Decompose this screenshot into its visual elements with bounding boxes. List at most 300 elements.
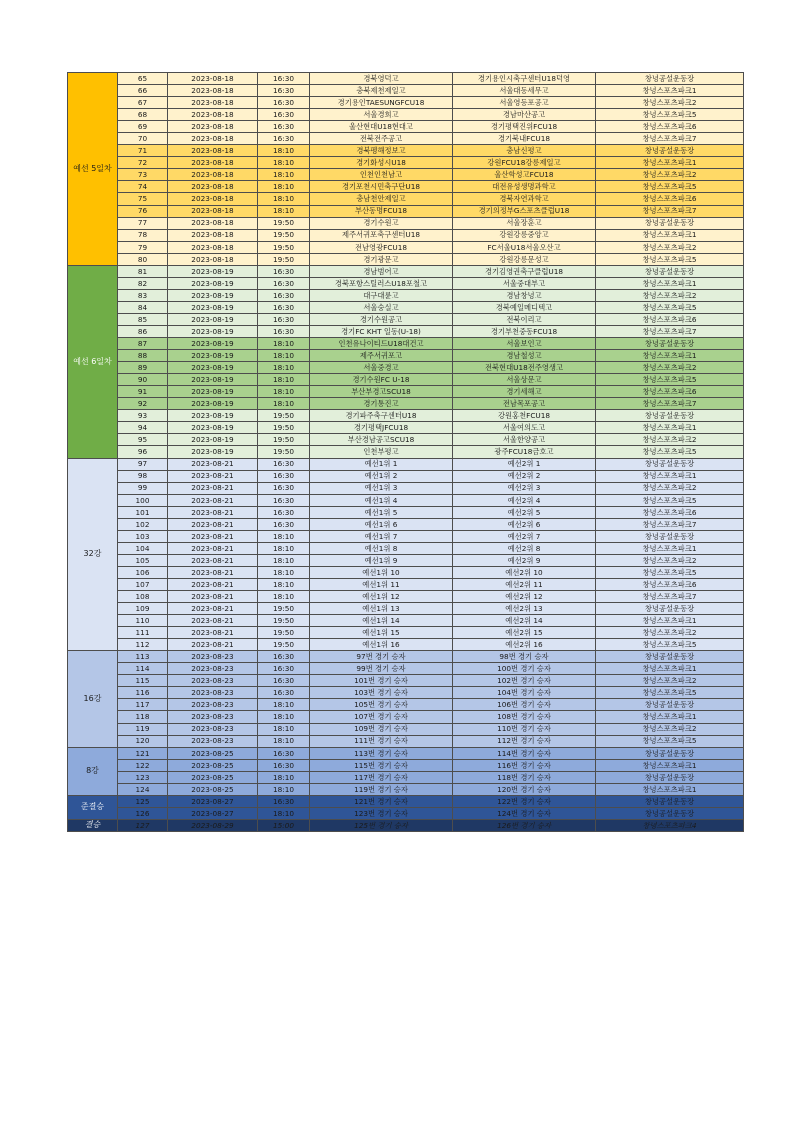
match-date: 2023-08-21 [168,566,258,578]
match-date: 2023-08-21 [168,554,258,566]
match-number: 119 [118,723,168,735]
match-date: 2023-08-21 [168,627,258,639]
away-team: 서울한양공고 [453,434,596,446]
match-number: 84 [118,301,168,313]
match-number: 103 [118,530,168,542]
match-number: 108 [118,591,168,603]
venue: 창녕스포츠파크7 [596,398,744,410]
match-date: 2023-08-19 [168,301,258,313]
home-team: 경북펭해정보고 [310,145,453,157]
home-team: 예선1위 11 [310,578,453,590]
venue: 창녕스포츠파크2 [596,362,744,374]
away-team: 대전유성생명과학고 [453,181,596,193]
match-date: 2023-08-18 [168,241,258,253]
away-team: 서울영등포공고 [453,97,596,109]
table-row [68,289,744,301]
table-row [68,687,744,699]
table-row [68,663,744,675]
venue: 창녕공설운동장 [596,458,744,470]
away-team: 경기부천중동FCU18 [453,325,596,337]
table-row [68,145,744,157]
away-team: 118번 경기 승자 [453,771,596,783]
home-team: 서울경희고 [310,109,453,121]
home-team: 예선1위 15 [310,627,453,639]
away-team: 예선2위 10 [453,566,596,578]
venue: 창녕스포츠파크5 [596,253,744,265]
venue: 창녕스포츠파크2 [596,627,744,639]
venue: 창녕공설운동장 [596,410,744,422]
match-time: 19:50 [258,639,310,651]
match-time: 16:30 [258,277,310,289]
match-date: 2023-08-19 [168,350,258,362]
match-date: 2023-08-23 [168,711,258,723]
venue: 창녕스포츠파크2 [596,723,744,735]
venue: 창녕공설운동장 [596,217,744,229]
venue: 창녕스포츠파크1 [596,277,744,289]
match-date: 2023-08-23 [168,675,258,687]
home-team: 예선1위 16 [310,639,453,651]
home-team: 경기수원고 [310,217,453,229]
away-team: 예선2위 14 [453,615,596,627]
match-date: 2023-08-18 [168,181,258,193]
venue: 창녕공설운동장 [596,73,744,85]
match-time: 19:50 [258,603,310,615]
table-row [68,819,744,831]
match-date: 2023-08-18 [168,97,258,109]
match-time: 16:30 [258,289,310,301]
away-team: 예선2위 9 [453,554,596,566]
away-team: 경남철성고 [453,350,596,362]
schedule-body [68,73,744,832]
match-time: 18:10 [258,807,310,819]
venue: 창녕스포츠파크6 [596,313,744,325]
match-number: 88 [118,350,168,362]
table-row [68,338,744,350]
home-team: 예선1위 5 [310,506,453,518]
match-date: 2023-08-19 [168,265,258,277]
match-time: 18:10 [258,566,310,578]
home-team: 105번 경기 승자 [310,699,453,711]
match-date: 2023-08-18 [168,85,258,97]
table-row [68,771,744,783]
match-date: 2023-08-18 [168,73,258,85]
match-date: 2023-08-19 [168,338,258,350]
venue: 창녕공설운동장 [596,530,744,542]
away-team: 예선2위 6 [453,518,596,530]
home-team: 예선1위 2 [310,470,453,482]
away-team: 116번 경기 승자 [453,759,596,771]
venue: 창녕스포츠파크1 [596,470,744,482]
table-row [68,325,744,337]
away-team: 경기평택진위FCU18 [453,121,596,133]
home-team: 예선1위 3 [310,482,453,494]
match-time: 16:30 [258,265,310,277]
match-time: 18:10 [258,350,310,362]
match-time: 16:30 [258,651,310,663]
home-team: 103번 경기 승자 [310,687,453,699]
table-row [68,735,744,747]
match-time: 18:10 [258,771,310,783]
away-team: 100번 경기 승자 [453,663,596,675]
match-time: 16:30 [258,313,310,325]
away-team: 예선2위 7 [453,530,596,542]
venue: 창녕스포츠파크7 [596,133,744,145]
away-team: 서울대동세무고 [453,85,596,97]
match-date: 2023-08-21 [168,542,258,554]
venue: 창녕스포츠파크7 [596,518,744,530]
table-row [68,566,744,578]
match-number: 111 [118,627,168,639]
match-time: 16:30 [258,301,310,313]
away-team: 울산학성고FCU18 [453,169,596,181]
home-team: 부산동명FCU18 [310,205,453,217]
away-team: 예선2위 11 [453,578,596,590]
away-team: 예선2위 4 [453,494,596,506]
table-row [68,458,744,470]
match-number: 93 [118,410,168,422]
table-row [68,494,744,506]
match-date: 2023-08-19 [168,313,258,325]
match-number: 83 [118,289,168,301]
match-time: 19:50 [258,627,310,639]
venue: 창녕스포츠파크6 [596,386,744,398]
match-number: 104 [118,542,168,554]
venue: 창녕스포츠파크6 [596,121,744,133]
table-row [68,217,744,229]
table-row [68,205,744,217]
home-team: 125번 경기 승자 [310,819,453,831]
home-team: 충북제천제일고 [310,85,453,97]
match-time: 16:30 [258,133,310,145]
match-time: 16:30 [258,795,310,807]
venue: 창녕스포츠파크1 [596,85,744,97]
match-date: 2023-08-23 [168,687,258,699]
match-number: 82 [118,277,168,289]
match-time: 16:30 [258,85,310,97]
stage-label: 16강 [68,651,118,747]
match-number: 75 [118,193,168,205]
venue: 창녕스포츠파크5 [596,446,744,458]
away-team: 102번 경기 승자 [453,675,596,687]
match-number: 74 [118,181,168,193]
away-team: 충남신평고 [453,145,596,157]
home-team: 경기포천시민축구단U18 [310,181,453,193]
match-number: 124 [118,783,168,795]
match-date: 2023-08-21 [168,639,258,651]
venue: 창녕스포츠파크2 [596,289,744,301]
table-row [68,253,744,265]
match-number: 89 [118,362,168,374]
home-team: 경기FC KHT 일동(U-18) [310,325,453,337]
match-date: 2023-08-18 [168,121,258,133]
match-time: 18:10 [258,169,310,181]
match-number: 106 [118,566,168,578]
match-number: 66 [118,85,168,97]
match-number: 73 [118,169,168,181]
away-team: 예선2위 3 [453,482,596,494]
table-row [68,807,744,819]
match-number: 94 [118,422,168,434]
home-team: 예선1위 6 [310,518,453,530]
match-date: 2023-08-19 [168,374,258,386]
match-date: 2023-08-21 [168,603,258,615]
away-team: 서울장훈고 [453,217,596,229]
match-number: 116 [118,687,168,699]
home-team: 경기평택JFCU18 [310,422,453,434]
match-number: 122 [118,759,168,771]
match-time: 16:30 [258,325,310,337]
table-row [68,434,744,446]
match-date: 2023-08-18 [168,109,258,121]
venue: 창녕스포츠파크1 [596,783,744,795]
home-team: 경북포항스틸러스U18포철고 [310,277,453,289]
match-date: 2023-08-21 [168,591,258,603]
match-schedule-table [67,72,744,832]
away-team: 광주FCU18금호고 [453,446,596,458]
stage-label: 예선 6일차 [68,265,118,458]
venue: 창녕스포츠파크2 [596,482,744,494]
home-team: 울산현대U18현대고 [310,121,453,133]
venue: 창녕스포츠파크1 [596,229,744,241]
table-row [68,193,744,205]
home-team: 경기수원공고 [310,313,453,325]
match-date: 2023-08-21 [168,578,258,590]
home-team: 예선1위 10 [310,566,453,578]
table-row [68,542,744,554]
match-time: 18:10 [258,723,310,735]
away-team: 106번 경기 승자 [453,699,596,711]
venue: 창녕스포츠파크2 [596,241,744,253]
away-team: 강원강릉문성고 [453,253,596,265]
venue: 창녕스포츠파크5 [596,687,744,699]
match-date: 2023-08-19 [168,289,258,301]
match-date: 2023-08-19 [168,386,258,398]
match-time: 16:30 [258,97,310,109]
match-number: 80 [118,253,168,265]
match-number: 67 [118,97,168,109]
venue: 창녕스포츠파크1 [596,422,744,434]
table-row [68,410,744,422]
away-team: 예선2위 13 [453,603,596,615]
match-date: 2023-08-25 [168,759,258,771]
venue: 창녕공설운동장 [596,747,744,759]
table-row [68,603,744,615]
venue: 창녕공설운동장 [596,795,744,807]
match-date: 2023-08-27 [168,795,258,807]
match-time: 18:10 [258,530,310,542]
home-team: 경북영덕고 [310,73,453,85]
match-number: 98 [118,470,168,482]
match-time: 16:30 [258,121,310,133]
away-team: 112번 경기 승자 [453,735,596,747]
stage-label: 결승 [68,819,118,831]
match-number: 100 [118,494,168,506]
home-team: 99번 경기 승자 [310,663,453,675]
match-number: 78 [118,229,168,241]
match-time: 18:10 [258,145,310,157]
match-time: 19:50 [258,241,310,253]
match-date: 2023-08-19 [168,277,258,289]
table-row [68,591,744,603]
away-team: 108번 경기 승자 [453,711,596,723]
table-row [68,265,744,277]
away-team: 경기북내FCU18 [453,133,596,145]
match-time: 19:50 [258,229,310,241]
match-time: 18:10 [258,181,310,193]
venue: 창녕스포츠파크2 [596,434,744,446]
table-row [68,699,744,711]
match-time: 16:30 [258,663,310,675]
table-row [68,169,744,181]
table-row [68,795,744,807]
match-number: 86 [118,325,168,337]
away-team: 서울상문고 [453,374,596,386]
match-date: 2023-08-25 [168,783,258,795]
table-row [68,747,744,759]
match-date: 2023-08-23 [168,699,258,711]
home-team: 117번 경기 승자 [310,771,453,783]
match-time: 16:30 [258,470,310,482]
home-team: 109번 경기 승자 [310,723,453,735]
home-team: 111번 경기 승자 [310,735,453,747]
match-time: 19:50 [258,253,310,265]
match-date: 2023-08-18 [168,205,258,217]
home-team: 부산경남공고SCU18 [310,434,453,446]
home-team: 예선1위 12 [310,591,453,603]
home-team: 예선1위 8 [310,542,453,554]
match-date: 2023-08-18 [168,217,258,229]
away-team: 강원FCU18강릉제일고 [453,157,596,169]
table-row [68,362,744,374]
table-row [68,386,744,398]
match-time: 19:50 [258,217,310,229]
match-time: 18:10 [258,554,310,566]
table-row [68,133,744,145]
match-number: 107 [118,578,168,590]
home-team: 예선1위 9 [310,554,453,566]
match-number: 109 [118,603,168,615]
venue: 창녕공설운동장 [596,338,744,350]
home-team: 인천유나이티드U18대건고 [310,338,453,350]
away-team: 110번 경기 승자 [453,723,596,735]
venue: 창녕스포츠파크7 [596,591,744,603]
match-number: 102 [118,518,168,530]
away-team: 예선2위 1 [453,458,596,470]
table-row [68,97,744,109]
table-row [68,530,744,542]
home-team: 대구대륜고 [310,289,453,301]
match-number: 121 [118,747,168,759]
venue: 창녕공설운동장 [596,145,744,157]
away-team: 예선2위 5 [453,506,596,518]
home-team: 경남범어고 [310,265,453,277]
table-row [68,639,744,651]
away-team: 122번 경기 승자 [453,795,596,807]
away-team: 예선2위 12 [453,591,596,603]
match-date: 2023-08-25 [168,747,258,759]
away-team: 경남마산공고 [453,109,596,121]
match-number: 91 [118,386,168,398]
match-time: 19:50 [258,422,310,434]
match-time: 18:10 [258,193,310,205]
table-row [68,121,744,133]
venue: 창녕스포츠파크5 [596,181,744,193]
table-row [68,277,744,289]
match-time: 18:10 [258,386,310,398]
away-team: 강원홍천FCU18 [453,410,596,422]
home-team: 경기통진고 [310,398,453,410]
home-team: 경기광문고 [310,253,453,265]
table-row [68,229,744,241]
table-row [68,313,744,325]
match-date: 2023-08-23 [168,723,258,735]
match-date: 2023-08-19 [168,362,258,374]
match-time: 19:50 [258,446,310,458]
match-number: 125 [118,795,168,807]
match-number: 127 [118,819,168,831]
table-row [68,711,744,723]
table-row [68,350,744,362]
table-row [68,398,744,410]
home-team: 97번 경기 승자 [310,651,453,663]
venue: 창녕스포츠파크6 [596,193,744,205]
table-row [68,374,744,386]
home-team: 예선1위 13 [310,603,453,615]
away-team: 서울보인고 [453,338,596,350]
match-number: 79 [118,241,168,253]
venue: 창녕공설운동장 [596,603,744,615]
match-number: 72 [118,157,168,169]
stage-label: 8강 [68,747,118,795]
match-time: 16:30 [258,458,310,470]
home-team: 제주서귀포축구센터U18 [310,229,453,241]
away-team: 104번 경기 승자 [453,687,596,699]
home-team: 서울숭실고 [310,301,453,313]
match-time: 18:10 [258,578,310,590]
venue: 창녕스포츠파크5 [596,374,744,386]
venue: 창녕스포츠파크2 [596,675,744,687]
venue: 창녕스포츠파크6 [596,506,744,518]
venue: 창녕스포츠파크5 [596,735,744,747]
away-team: 경북자연과학고 [453,193,596,205]
home-team: 충남천안제일고 [310,193,453,205]
home-team: 121번 경기 승자 [310,795,453,807]
home-team: 경기파주축구센터U18 [310,410,453,422]
stage-label: 32강 [68,458,118,651]
match-number: 69 [118,121,168,133]
table-row [68,73,744,85]
venue: 창녕스포츠파크5 [596,494,744,506]
match-time: 16:30 [258,759,310,771]
table-row [68,85,744,97]
match-date: 2023-08-25 [168,771,258,783]
away-team: 120번 경기 승자 [453,783,596,795]
home-team: 예선1위 7 [310,530,453,542]
home-team: 인천부평고 [310,446,453,458]
match-time: 18:10 [258,338,310,350]
venue: 창녕스포츠파크5 [596,566,744,578]
match-time: 15:00 [258,819,310,831]
match-number: 96 [118,446,168,458]
match-time: 16:30 [258,73,310,85]
away-team: 경남창녕고 [453,289,596,301]
table-row [68,759,744,771]
away-team: 예선2위 8 [453,542,596,554]
match-time: 16:30 [258,675,310,687]
away-team: 서울중대부고 [453,277,596,289]
match-number: 77 [118,217,168,229]
match-time: 18:10 [258,398,310,410]
